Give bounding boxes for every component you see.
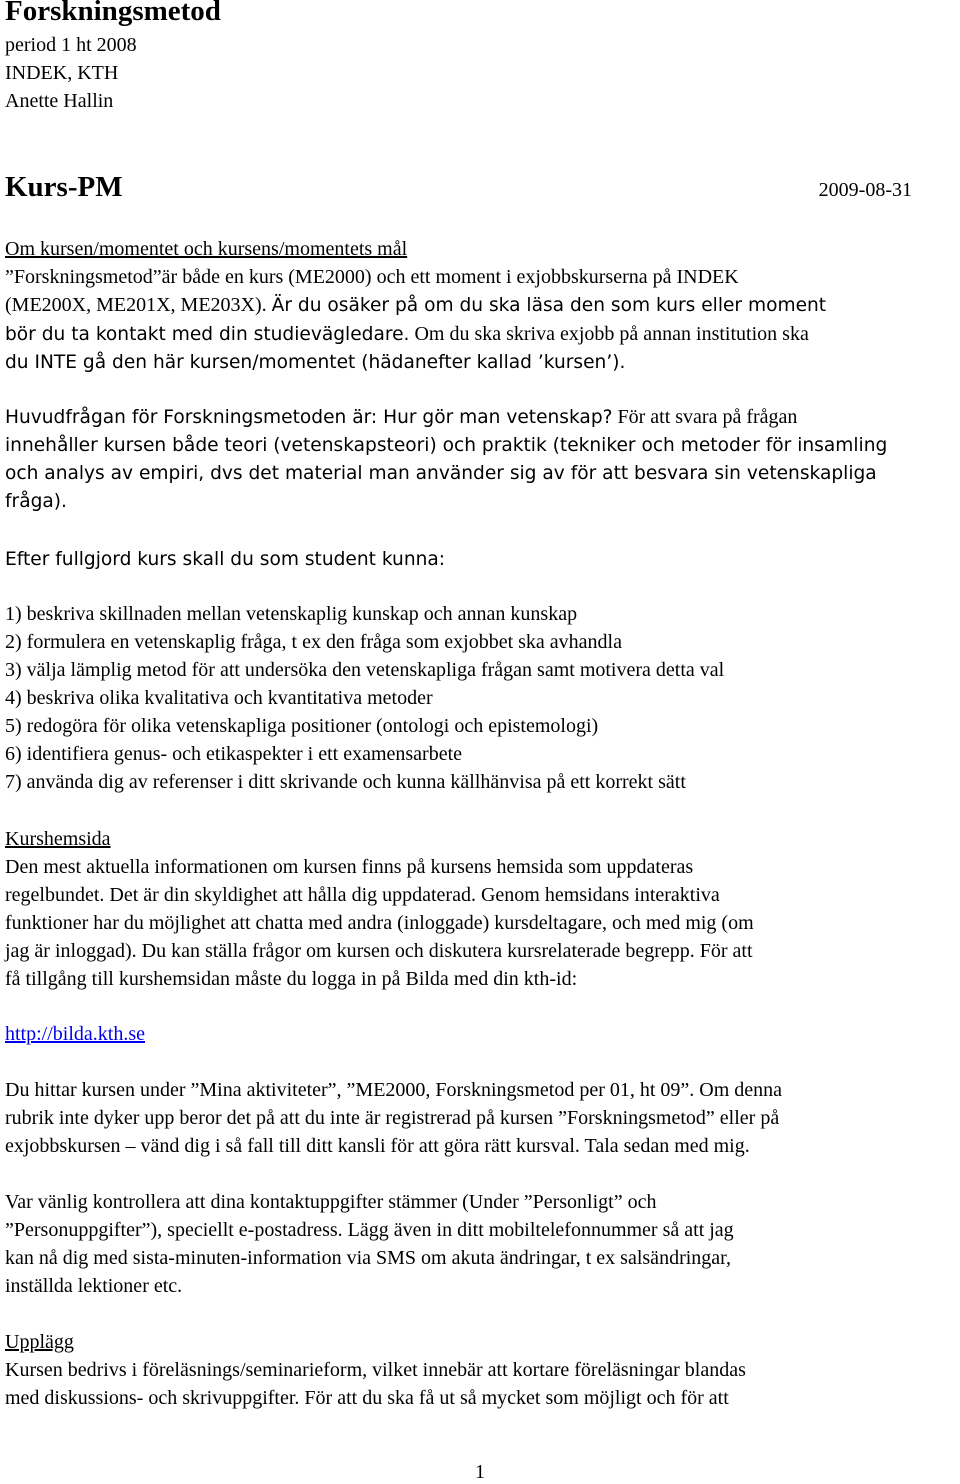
homepage-heading: Kurshemsida (5, 828, 111, 850)
section-goals-intro (5, 546, 953, 574)
goal-item: 1) beskriva skillnaden mellan vetenskaplig kunskap och annan kunskap (5, 603, 578, 625)
section-about-heading: Om kursen/momentet och kursens/momentets mål (5, 238, 408, 260)
section-homepage (5, 825, 953, 993)
goal-item: 4) beskriva olika kvalitativa och kvantitativa metoder (5, 687, 433, 709)
contact-line-4: inställda lektioner etc. (5, 1275, 183, 1297)
homepage-line-4a: jag är inloggad). (5, 940, 137, 962)
about-line-2b: Är du osäker på om du ska läsa den som kurs eller moment (271, 295, 827, 316)
homepage-line-2a: regelbundet. Det är din skyldighet att hålla dig uppdaterad. (5, 884, 476, 906)
goal-item: 7) använda dig av referenser i ditt skrivande och kunna källhänvisa på ett korrekt sätt (5, 771, 686, 793)
section-find-course (5, 1076, 953, 1160)
homepage-line-2b: Genom hemsidans interaktiva (475, 884, 720, 906)
about-line-1: ”Forskningsmetod”är både en kurs (ME2000) och ett moment i exjobbskurserna på INDEK (5, 266, 739, 288)
goal-item: 3) välja lämplig metod för att undersöka den vetenskapliga frågan samt motivera detta val (5, 659, 725, 681)
section-goals (5, 600, 953, 796)
meta-period: period 1 ht 2008 (5, 34, 137, 56)
find-line-3: exjobbskursen – vänd dig i så fall till ditt kansli för att göra rätt kursval. Tala sedan med mig. (5, 1135, 750, 1157)
question-line-2: innehåller kursen både teori (vetenskapsteori) och praktik (tekniker och metoder för insamling (5, 435, 888, 456)
about-line-3b: Om du ska skriva exjobb på annan institution ska (409, 323, 809, 345)
find-line-2: rubrik inte dyker upp beror det på att du inte är registrerad på kursen ”Forskningsmetod” eller på (5, 1107, 780, 1129)
layout-heading: Upplägg (5, 1331, 74, 1353)
pm-date: 2009-08-31 (818, 179, 912, 201)
section-layout (5, 1328, 953, 1412)
meta-author: Anette Hallin (5, 90, 114, 112)
about-line-2a: (ME200X, ME201X, ME203X). (5, 294, 272, 316)
goal-item: 6) identifiera genus- och etikaspekter i ett examensarbete (5, 743, 463, 765)
contact-line-2a: ”Personuppgifter”), speciellt e-postadress. (5, 1219, 343, 1241)
document-meta (5, 31, 137, 115)
document-title: Forskningsmetod (5, 0, 221, 27)
homepage-line-3: funktioner har du möjlighet att chatta med andra (inloggade) kursdeltagare, och med mig (om (5, 912, 754, 934)
homepage-line-5: få tillgång till kurshemsidan måste du logga in på Bilda med din kth-id: (5, 968, 578, 990)
contact-line-2b: Lägg även in ditt mobiltelefonnummer så att jag (342, 1219, 734, 1241)
section-about (5, 235, 953, 377)
goals-intro: Efter fullgjord kurs skall du som student kunna: (5, 549, 446, 570)
question-line-1b: För att svara på frågan (612, 406, 798, 428)
about-line-3: bör du ta kontakt med din studievägledare. (5, 324, 410, 345)
meta-department: INDEK, KTH (5, 62, 119, 84)
layout-line-2: med diskussions- och skrivuppgifter. För att du ska få ut så mycket som möjligt och för att (5, 1387, 729, 1409)
pm-header (5, 170, 912, 204)
goals-list (5, 600, 953, 796)
homepage-link-row (5, 1020, 953, 1048)
bilda-link[interactable]: http://bilda.kth.se (5, 1023, 145, 1045)
question-lead: Huvudfrågan för Forskningsmetoden är: Hur gör man vetenskap? (5, 407, 613, 428)
contact-line-3: kan nå dig med sista-minuten-information via SMS om akuta ändringar, t ex salsändringar, (5, 1247, 732, 1269)
homepage-line-4b: Du kan ställa frågor om kursen och diskutera kursrelaterade begrepp. För att (136, 940, 753, 962)
section-question (5, 403, 953, 516)
contact-line-1: Var vänlig kontrollera att dina kontaktuppgifter stämmer (Under ”Personligt” och (5, 1191, 657, 1213)
homepage-line-1: Den mest aktuella informationen om kursen finns på kursens hemsida som uppdateras (5, 856, 694, 878)
goal-item: 5) redogöra för olika vetenskapliga positioner (ontologi och epistemologi) (5, 715, 599, 737)
find-line-1b: Om denna (694, 1079, 783, 1101)
page-number: 1 (475, 1461, 485, 1483)
find-line-1a: Du hittar kursen under ”Mina aktiviteter”, ”ME2000, Forskningsmetod per 01, ht 09”. (5, 1079, 695, 1101)
section-contact (5, 1188, 953, 1300)
layout-line-1: Kursen bedrivs i föreläsnings/seminarieform, vilket innebär att kortare föreläsningar blandas (5, 1359, 746, 1381)
goal-item: 2) formulera en vetenskaplig fråga, t ex den fråga som exjobbet ska avhandla (5, 631, 622, 653)
question-line-4: fråga). (5, 491, 67, 512)
question-line-3: och analys av empiri, dvs det material man använder sig av för att besvara sin vetenskapliga (5, 463, 877, 484)
pm-title: Kurs-PM (5, 171, 123, 203)
about-line-4: du INTE gå den här kursen/momentet (hädanefter kallad ’kursen’). (5, 352, 626, 373)
